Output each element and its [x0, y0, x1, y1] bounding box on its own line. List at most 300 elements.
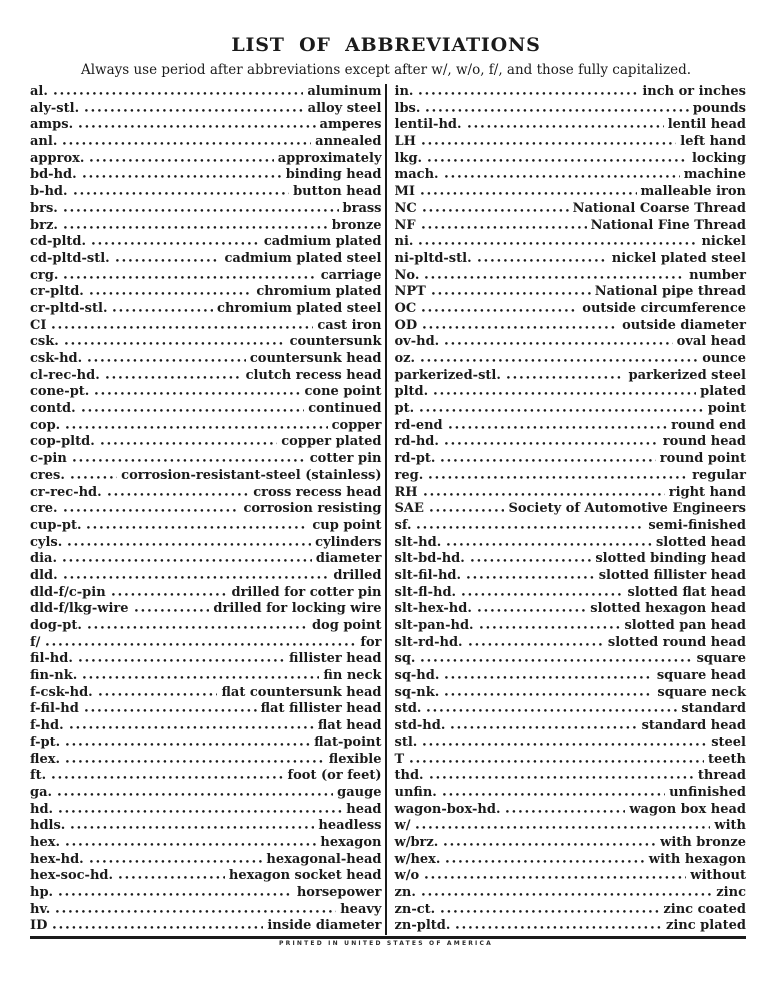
dot-leader [445, 693, 653, 696]
definition: cast iron [317, 317, 382, 333]
definition: National pipe thread [594, 284, 746, 300]
abbreviation-entry [395, 167, 747, 184]
abbreviation: OC [394, 300, 417, 316]
abbreviation-entry [395, 318, 747, 335]
abbreviation: csk. [30, 334, 59, 350]
definition: cylinders [315, 534, 382, 550]
abbreviation-entry [395, 518, 747, 535]
abbreviation: f/ [30, 634, 41, 650]
printers-imprint: PRINTED IN UNITED STATES OF AMERICA [279, 940, 493, 947]
abbreviation-entry [395, 718, 747, 735]
definition: cone point [304, 384, 382, 400]
abbreviation-entry [395, 251, 747, 268]
abbreviation: ft. [30, 768, 47, 784]
abbreviation-entry [30, 585, 382, 602]
definition: number [689, 267, 746, 283]
definition: round head [662, 434, 746, 450]
abbreviation: slt-bd-hd. [394, 551, 465, 567]
dot-leader [417, 526, 644, 529]
dot-leader [88, 626, 308, 629]
abbreviation-entry [30, 134, 382, 151]
abbreviation: f-fil-hd [30, 701, 79, 717]
definition: annealed [315, 134, 382, 150]
abbreviation: thd. [394, 768, 424, 784]
dot-leader [444, 843, 656, 846]
dot-leader [106, 376, 242, 379]
abbreviation-entry [30, 485, 382, 502]
dot-leader [108, 493, 250, 496]
abbreviation-entry [30, 852, 382, 869]
dot-leader [423, 326, 618, 329]
abbreviation: w/o [394, 868, 420, 884]
definition: aluminum [307, 84, 382, 99]
abbreviation-entry [30, 718, 382, 735]
abbreviation-entry [30, 668, 382, 685]
definition: chromium plated [256, 284, 382, 300]
definition: National Fine Thread [590, 217, 746, 233]
abbreviation: OD [394, 317, 418, 333]
definition: horsepower [296, 885, 382, 900]
dot-leader [422, 226, 587, 229]
dot-leader [52, 776, 283, 779]
definition: standard head [641, 718, 746, 734]
dot-leader [52, 326, 313, 329]
definition: hexagonal-head [266, 851, 382, 867]
definition: cadmium plated steel [224, 250, 382, 266]
definition: ounce [702, 351, 746, 366]
abbreviation-entry [395, 685, 747, 702]
definition: copper plated [281, 434, 382, 450]
definition: semi-finished [648, 517, 746, 533]
abbreviation-entry [30, 234, 382, 251]
abbreviation-entry [30, 918, 382, 935]
dot-leader [447, 543, 652, 546]
abbreviation-entry [30, 818, 382, 835]
abbreviation-entry [395, 752, 747, 769]
definition: National Coarse Thread [572, 200, 746, 216]
definition: slotted pan head [624, 618, 746, 633]
definition: drilled for locking wire [213, 601, 382, 617]
definition: drilled [333, 567, 382, 583]
abbreviation: in. [394, 84, 414, 99]
dot-leader [427, 709, 677, 712]
abbreviation-entry [395, 585, 747, 602]
abbreviation-entry [30, 84, 382, 101]
abbreviation: fil-hd. [30, 651, 73, 667]
dot-leader [443, 793, 665, 796]
dot-leader [119, 876, 225, 879]
abbreviation: cd-pltd-stl. [30, 250, 110, 266]
dot-leader [66, 760, 325, 763]
abbreviation-entry [395, 401, 747, 418]
dot-leader [101, 442, 278, 445]
abbreviation: cr-rec-hd. [30, 484, 102, 500]
dot-leader [54, 92, 303, 95]
definition: hexagon socket head [228, 868, 382, 884]
abbreviation: brs. [30, 200, 58, 216]
abbreviation-entry [30, 651, 382, 668]
dot-leader [64, 226, 328, 229]
definition: zinc [716, 885, 746, 900]
dot-leader [64, 209, 339, 212]
dot-leader [467, 576, 595, 579]
dot-leader [112, 593, 228, 596]
abbreviation-entry [395, 818, 747, 835]
definition: foot (or feet) [287, 768, 382, 784]
definition: binding head [285, 167, 382, 183]
dot-leader [445, 442, 659, 445]
abbreviation: b-hd. [30, 184, 68, 200]
usage-note: Always use period after abbreviations except after w/, w/o, f/, and those fully capitalized. [80, 62, 692, 78]
abbreviation-entry [30, 384, 382, 401]
definition: copper [331, 417, 382, 433]
abbreviation-entry [30, 868, 382, 885]
abbreviation-entry [30, 151, 382, 168]
dot-leader [88, 359, 246, 362]
definition: chromium plated steel [217, 300, 382, 316]
definition: square head [656, 668, 746, 684]
dot-leader [430, 509, 505, 512]
abbreviation-entry [395, 284, 747, 301]
abbreviation: wagon-box-hd. [394, 801, 501, 817]
abbreviation-entry [30, 685, 382, 702]
definition: alloy steel [307, 100, 382, 116]
abbreviation-entry [395, 635, 747, 652]
abbreviation-entry [395, 101, 747, 118]
abbreviation: hex-hd. [30, 851, 84, 867]
abbreviation-entry [395, 701, 747, 718]
dot-leader [66, 743, 310, 746]
abbreviation-entry [395, 668, 747, 685]
abbreviation: ga. [30, 784, 53, 800]
abbreviation: brz. [30, 217, 58, 233]
abbreviation: zn-ct. [394, 901, 436, 917]
dot-leader [422, 893, 712, 896]
dot-leader [422, 309, 578, 312]
abbreviation-entry [395, 885, 747, 902]
dot-leader [66, 426, 327, 429]
definition: pounds [692, 100, 746, 116]
dot-leader [423, 209, 569, 212]
abbreviation: hex. [30, 834, 60, 850]
abbreviation-entry [30, 318, 382, 335]
definition: point [707, 401, 746, 417]
abbreviation-entry [30, 184, 382, 201]
dot-leader [73, 459, 306, 462]
definition: flat countersunk head [221, 684, 382, 700]
dot-leader [425, 876, 686, 879]
abbreviation-entry [395, 868, 747, 885]
abbreviation-entry [395, 451, 747, 468]
definition: brass [342, 200, 382, 216]
abbreviation-entry [30, 618, 382, 635]
definition: button head [293, 184, 382, 200]
abbreviation: slt-hex-hd. [394, 601, 472, 617]
abbreviation-entry [30, 635, 382, 652]
dot-leader [462, 593, 623, 596]
abbreviation: pltd. [394, 384, 429, 400]
abbreviation: slt-pan-hd. [394, 618, 474, 633]
dot-leader [46, 643, 356, 646]
abbreviation: zn. [394, 885, 416, 900]
dot-leader [116, 259, 221, 262]
abbreviation: zn-pltd. [394, 918, 451, 934]
abbreviation: T [394, 751, 405, 767]
definition: square [696, 651, 746, 667]
abbreviation-entry [395, 434, 747, 451]
definition: lentil head [667, 117, 746, 133]
abbreviation: slt-rd-hd. [394, 634, 463, 650]
dot-leader [85, 109, 304, 112]
abbreviation-entry [30, 885, 382, 902]
dot-leader [456, 926, 662, 929]
abbreviation: aly-stl. [30, 100, 80, 116]
abbreviation: ov-hd. [394, 334, 440, 350]
abbreviation: dld-f/c-pin [30, 584, 106, 600]
abbreviations-table [30, 84, 746, 939]
dot-leader [70, 726, 314, 729]
dot-leader [432, 292, 591, 295]
dot-leader [428, 159, 688, 162]
abbreviation-entry [30, 835, 382, 852]
abbreviation: RH [394, 484, 418, 500]
dot-leader [95, 392, 300, 395]
dot-leader [63, 142, 311, 145]
definition: round point [659, 451, 746, 467]
definition: regular [692, 467, 746, 483]
abbreviation: NF [394, 217, 416, 233]
abbreviation: No. [394, 267, 420, 283]
abbreviation-entry [395, 568, 747, 585]
dot-leader [480, 626, 621, 629]
definition: cotter pin [309, 451, 382, 467]
abbreviation-entry [395, 835, 747, 852]
abbreviation: hv. [30, 901, 51, 917]
dot-leader [449, 426, 667, 429]
dot-leader [87, 526, 308, 529]
abbreviation-entry [30, 768, 382, 785]
dot-leader [416, 826, 710, 829]
abbreviation: slt-fil-hd. [394, 567, 462, 583]
dot-leader [421, 192, 637, 195]
dot-leader [71, 826, 314, 829]
abbreviation-entry [30, 268, 382, 285]
abbreviation: hp. [30, 885, 54, 900]
abbreviation: bd-hd. [30, 167, 77, 183]
abbreviation: ID [30, 918, 48, 934]
definition: cadmium plated [263, 234, 382, 250]
definition: fin neck [323, 668, 382, 684]
dot-leader [426, 109, 689, 112]
dot-leader [468, 125, 664, 128]
abbreviation-entry [30, 434, 382, 451]
abbreviation-entry [30, 601, 382, 618]
definition: left hand [680, 134, 746, 150]
definition: fillister head [289, 651, 382, 667]
abbreviation-entry [30, 735, 382, 752]
dot-leader [421, 659, 692, 662]
dot-leader [424, 493, 665, 496]
abbreviation-entry [30, 568, 382, 585]
dot-leader [451, 726, 637, 729]
dot-leader [90, 860, 263, 863]
definition: round end [671, 417, 746, 433]
dot-leader [65, 342, 286, 345]
definition: nickel [701, 234, 746, 250]
dot-leader [507, 376, 625, 379]
abbreviation: cr-pltd-stl. [30, 300, 108, 316]
dot-leader [425, 276, 685, 279]
abbreviation: lentil-hd. [394, 117, 462, 133]
abbreviation-entry [30, 368, 382, 385]
dot-leader [506, 810, 625, 813]
definition: bronze [331, 217, 382, 233]
abbreviation-entry [30, 785, 382, 802]
abbreviation-entry [395, 117, 747, 134]
abbreviation: dld-f/lkg-wire [30, 601, 129, 617]
dot-leader [59, 810, 342, 813]
abbreviation: cup-pt. [30, 517, 82, 533]
definition: amperes [319, 117, 382, 133]
definition: corrosion-resistant-steel (stainless) [121, 467, 382, 483]
dot-leader [83, 676, 319, 679]
abbreviation: csk-hd. [30, 351, 83, 366]
definition: zinc coated [663, 901, 746, 917]
abbreviation: MI [394, 184, 415, 200]
abbreviation: ni-pltd-stl. [394, 250, 472, 266]
abbreviation-entry [30, 501, 382, 518]
definition: slotted hexagon head [590, 601, 746, 617]
definition: steel [711, 734, 746, 750]
abbreviation-entry [395, 134, 747, 151]
abbreviation: rd-hd. [394, 434, 439, 450]
abbreviation-entry [395, 234, 747, 251]
dot-leader [59, 893, 293, 896]
abbreviation: NPT [394, 284, 426, 300]
dot-leader [64, 509, 240, 512]
dot-leader [64, 276, 316, 279]
abbreviation-entry [30, 351, 382, 368]
dot-leader [71, 476, 117, 479]
abbreviation: std. [394, 701, 422, 717]
dot-leader [66, 843, 316, 846]
definition: head [346, 801, 382, 817]
definition: right hand [668, 484, 746, 500]
dot-leader [85, 709, 257, 712]
definition: gauge [337, 784, 382, 800]
abbreviation: hd. [30, 801, 54, 817]
dot-leader [478, 259, 608, 262]
definition: zinc plated [665, 918, 746, 934]
definition: clutch recess head [245, 367, 382, 383]
definition: wagon box head [629, 801, 746, 817]
abbreviation: pt. [394, 401, 415, 417]
abbreviation: w/brz. [394, 834, 439, 850]
abbreviation: oz. [394, 351, 416, 366]
definition: with hexagon [648, 851, 746, 867]
dot-leader [83, 175, 282, 178]
abbreviation-entry [395, 201, 747, 218]
abbreviation-entry [30, 468, 382, 485]
abbreviation-entry [395, 184, 747, 201]
abbreviation: CI [30, 317, 47, 333]
dot-leader [64, 576, 330, 579]
definition: cross recess head [253, 484, 382, 500]
dot-leader [420, 409, 704, 412]
definition: drilled for cotter pin [231, 584, 382, 600]
abbreviation-entry [395, 735, 747, 752]
definition: locking [691, 150, 746, 166]
abbreviation-entry [395, 535, 747, 552]
dot-leader [82, 409, 305, 412]
dot-leader [441, 459, 655, 462]
dot-leader [53, 926, 263, 929]
definition: flat fillister head [260, 701, 382, 717]
abbreviation-entry [30, 167, 382, 184]
abbreviation-entry [30, 701, 382, 718]
dot-leader [434, 392, 696, 395]
abbreviation: slt-hd. [394, 534, 442, 550]
dot-leader [471, 559, 592, 562]
definition: machine [683, 167, 746, 183]
abbreviation: slt-fl-hd. [394, 584, 457, 600]
dot-leader [419, 242, 697, 245]
abbreviation-entry [395, 334, 747, 351]
abbreviation: sq-hd. [394, 668, 440, 684]
dot-leader [446, 860, 644, 863]
abbreviation: hex-soc-hd. [30, 868, 114, 884]
abbreviation-entry [395, 268, 747, 285]
abbreviation: dia. [30, 551, 57, 567]
abbreviation: anl. [30, 134, 58, 150]
definition: headless [318, 818, 382, 834]
abbreviation: cop-pltd. [30, 434, 95, 450]
definition: corrosion resisting [243, 501, 382, 517]
abbreviation-entry [30, 451, 382, 468]
abbreviation: f-csk-hd. [30, 684, 93, 700]
abbreviation-entry [30, 902, 382, 919]
definition: countersunk [289, 334, 382, 350]
dot-leader [419, 92, 638, 95]
abbreviation-entry [30, 418, 382, 435]
abbreviation: ni. [394, 234, 414, 250]
definition: oval head [676, 334, 746, 350]
abbreviation: dog-pt. [30, 618, 82, 633]
definition: dog point [311, 618, 382, 633]
abbreviation: unfin. [394, 784, 437, 800]
abbreviation-entry [395, 418, 747, 435]
abbreviation: reg. [394, 467, 424, 483]
abbreviation-entry [30, 284, 382, 301]
abbreviation-entry [30, 551, 382, 568]
abbreviation-entry [30, 535, 382, 552]
abbreviation-entry [395, 501, 747, 518]
dot-leader [79, 125, 315, 128]
abbreviation: cone-pt. [30, 384, 90, 400]
definition: slotted flat head [627, 584, 746, 600]
dot-leader [469, 643, 604, 646]
definition: with [714, 818, 746, 834]
abbreviation: cyls. [30, 534, 63, 550]
dot-leader [429, 476, 688, 479]
abbreviation-entry [30, 802, 382, 819]
dot-leader [99, 693, 218, 696]
abbreviation: rd-end [394, 417, 443, 433]
abbreviation-entry [30, 334, 382, 351]
definition: diameter [315, 551, 382, 567]
abbreviation-entry [395, 151, 747, 168]
abbreviation: LH [394, 134, 416, 150]
